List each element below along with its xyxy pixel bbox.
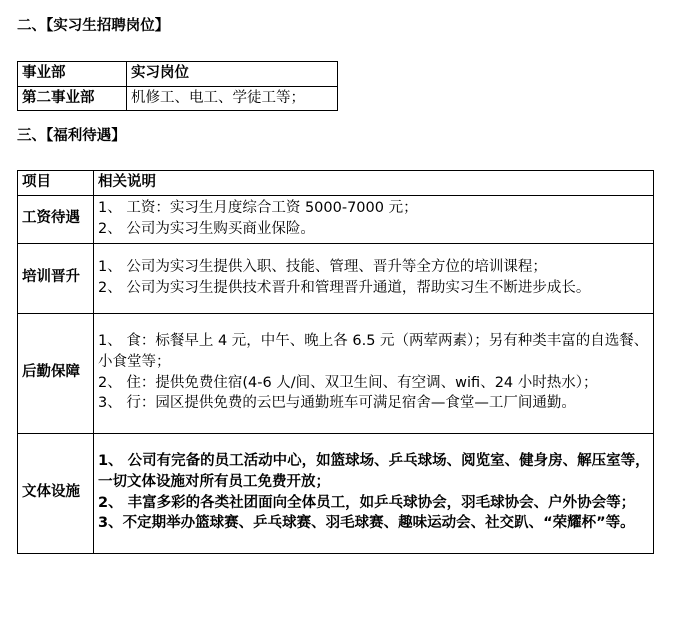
benefits-desc-line: 2、 住：提供免费住宿(4-6 人/间、双卫生间、有空调、wifi、24 小时热水）； [98, 374, 598, 391]
benefits-item-logistics: 后勤保障 [18, 313, 94, 433]
table-row [18, 313, 654, 433]
jobs-table-cell-position: 机修工、电工、学徒工等； [127, 86, 338, 111]
benefits-item-training: 培训晋升 [18, 243, 94, 313]
benefits-desc-facilities [94, 433, 654, 553]
benefits-desc-logistics [94, 313, 654, 433]
table-row [18, 243, 654, 313]
benefits-table-header-description: 相关说明 [94, 171, 654, 196]
benefits-desc-line: 3、 行：园区提供免费的云巴与通勤班车可满足宿舍—食堂—工厂间通勤。 [98, 395, 576, 412]
table-header-row [18, 62, 338, 87]
benefits-desc-line: 2、 公司为实习生购买商业保险。 [98, 220, 315, 237]
benefits-desc-line: 1、 工资：实习生月度综合工资 5000-7000 元； [98, 200, 418, 216]
table-row [18, 195, 654, 243]
benefits-desc-line: 2、 公司为实习生提供技术晋升和管理晋升通道，帮助实习生不断进步成长。 [98, 279, 591, 296]
section-heading-jobs: 二、【实习生招聘岗位】 [17, 18, 170, 34]
benefits-desc-training [94, 243, 654, 313]
section-heading-benefits: 三、【福利待遇】 [17, 128, 126, 144]
benefits-desc-line: 1、 食：标餐早上 4 元，中午、晚上各 6.5 元（两荤两素）；另有种类丰富的自选餐、小食堂等； [98, 333, 649, 370]
benefits-item-facilities: 文体设施 [18, 433, 94, 553]
jobs-table-cell-department: 第二事业部 [18, 86, 127, 111]
table-header-row [18, 171, 654, 196]
table-row [18, 86, 338, 111]
jobs-table-header-position: 实习岗位 [127, 62, 338, 87]
benefits-table-header-item: 项目 [18, 171, 94, 196]
benefits-table [17, 170, 654, 554]
benefits-desc-line: 2、 丰富多彩的各类社团面向全体员工，如乒乓球协会，羽毛球协会、户外协会等； [98, 494, 636, 511]
benefits-desc-line: 1、 公司有完备的员工活动中心，如篮球场、乒乓球场、阅览室、健身房、解压室等，一切文体设施对所有员工免费开放； [98, 453, 650, 490]
jobs-table-header-department: 事业部 [18, 62, 127, 87]
table-row [18, 433, 654, 553]
benefits-desc-line: 1、 公司为实习生提供入职、技能、管理、晋升等全方位的培训课程； [98, 259, 547, 275]
benefits-item-salary: 工资待遇 [18, 195, 94, 243]
benefits-desc-salary [94, 195, 654, 243]
jobs-table [17, 61, 338, 111]
benefits-desc-line: 3、不定期举办篮球赛、乒乓球赛、羽毛球赛、趣味运动会、社交趴、“荣耀杯”等。 [98, 515, 635, 532]
